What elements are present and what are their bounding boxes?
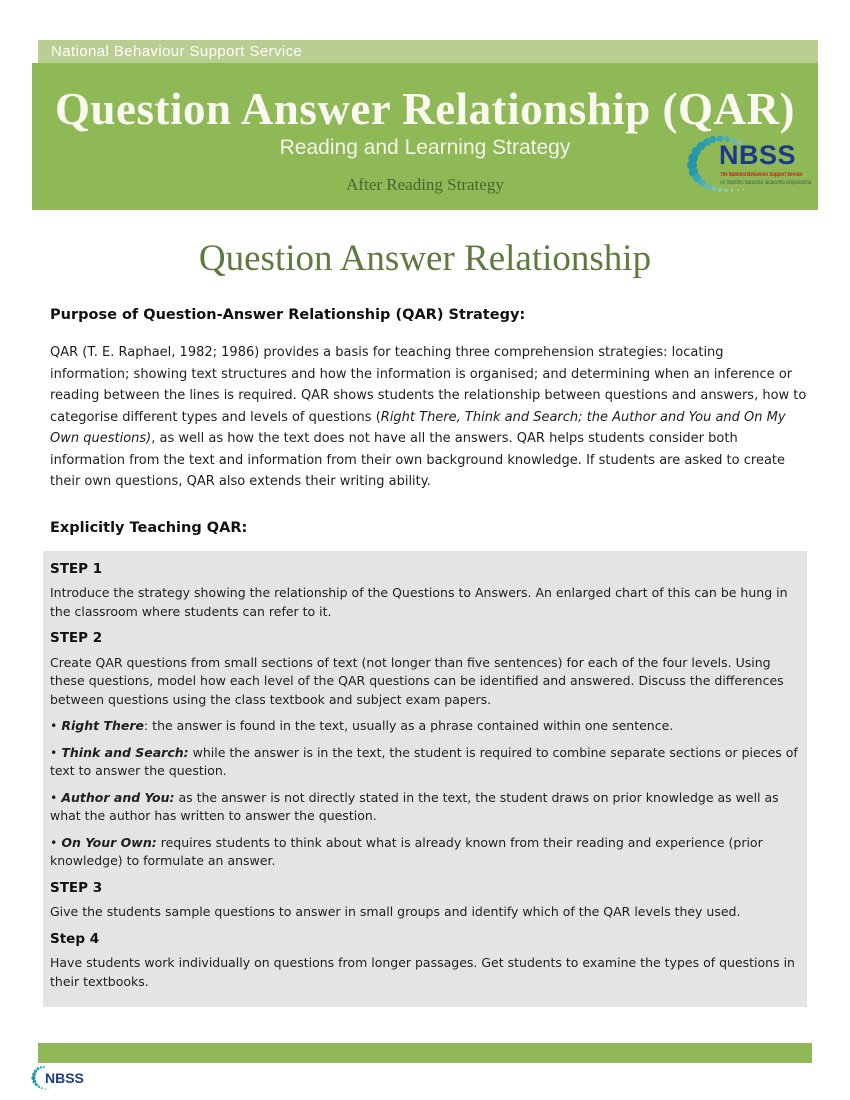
step-2-heading: STEP 2: [50, 630, 103, 646]
qar-level-term: Right There: [61, 718, 144, 733]
steps-box: [43, 551, 807, 1008]
bullet-marker: •: [50, 744, 62, 760]
qar-level-text: as the answer is not directly stated in the text, the student draws on prior knowledge as well as what the author has written to answer the question.: [50, 789, 779, 823]
nbss-logo-acronym: NBSS: [719, 140, 797, 170]
bullet-marker: •: [50, 789, 62, 805]
step-4-heading: Step 4: [50, 930, 100, 947]
qar-level-bullet-think-and-search: [50, 744, 802, 781]
nbss-logo: [682, 135, 810, 199]
bullet-marker: •: [50, 718, 62, 733]
step-4-paragraph: Have students work individually on questions from longer passages. Get students to examine the types of questions in their textbooks.: [50, 955, 795, 989]
purpose-text-post: , as well as how the text does not have all the answers. QAR helps students consider both information from the text and information from their own background knowledge. If students are asked to create their own questions, QAR also extends their writing ability.: [50, 431, 786, 489]
qar-level-text: while the answer is in the text, the student is required to combine separate sections or pieces of text to answer the question.: [50, 744, 798, 778]
banner-title: Question Answer Relationship (QAR): [55, 84, 795, 134]
step-1-paragraph: Introduce the strategy showing the relationship of the Questions to Answers. An enlarged chart of this can be hung in the classroom where students can refer to it.: [50, 585, 788, 619]
org-name: National Behaviour Support Service: [51, 43, 303, 60]
footer-bar: [38, 1043, 812, 1063]
top-bar: [38, 40, 818, 63]
step-2-paragraph: Create QAR questions from small sections of text (not longer than five sentences) for each of the four levels. Using these questions, model how each level of the QAR questions can be identified and answered. Discuss the differences between questions using the class textbook and subject exam papers.: [50, 654, 784, 707]
banner-tagline: After Reading Strategy: [346, 175, 504, 194]
qar-level-bullet-author-and-you: [50, 789, 802, 826]
teaching-heading: Explicitly Teaching QAR:: [50, 519, 248, 536]
purpose-text-pre: QAR (T. E. Raphael, 1982; 1986) provides a basis for teaching three comprehension strategies: locating information; showing text structures and how the information is organised; and determining when an inference or reading between the lines is required. QAR shows students the relationship between questions and answers, how to categorise different types and levels of questions (: [50, 345, 807, 425]
banner-subtitle: Reading and Learning Strategy: [279, 136, 571, 159]
nbss-logo-tagline-ga: An tSeirbhís Náisiúnta Tacaíochta Iompraíochta: [720, 180, 812, 186]
header-banner: [32, 63, 818, 210]
step-3-paragraph: Give the students sample questions to answer in small groups and identify which of the QAR levels they used.: [50, 904, 741, 919]
qar-level-text: requires students to think about what is already known from their reading and experience (prior knowledge) to formulate an answer.: [50, 834, 763, 868]
qar-level-bullet-right-there: [50, 717, 802, 736]
bullet-marker: •: [50, 834, 62, 850]
step-3-heading: STEP 3: [50, 879, 103, 896]
nbss-logo-tagline-en: The National Behaviour Support Service: [720, 172, 803, 178]
qar-level-term: Think and Search:: [61, 744, 189, 760]
nbss-footer-logo: [30, 1064, 100, 1094]
purpose-heading: Purpose of Question-Answer Relationship (QAR) Strategy:: [50, 307, 526, 323]
qar-level-term: On Your Own:: [61, 834, 157, 850]
purpose-text-italic: Right There, Think and Search; the Author and You and On My Own questions): [50, 409, 786, 446]
step-1-heading: STEP 1: [50, 560, 103, 577]
page-title: Question Answer Relationship: [198, 238, 652, 279]
qar-level-text: : the answer is found in the text, usually as a phrase contained within one sentence.: [144, 718, 674, 733]
qar-level-term: Author and You:: [61, 789, 175, 805]
purpose-paragraph: [50, 342, 807, 493]
document-body: [0, 210, 850, 1007]
qar-level-bullet-on-your-own: [50, 834, 802, 871]
nbss-footer-acronym: NBSS: [45, 1070, 84, 1086]
